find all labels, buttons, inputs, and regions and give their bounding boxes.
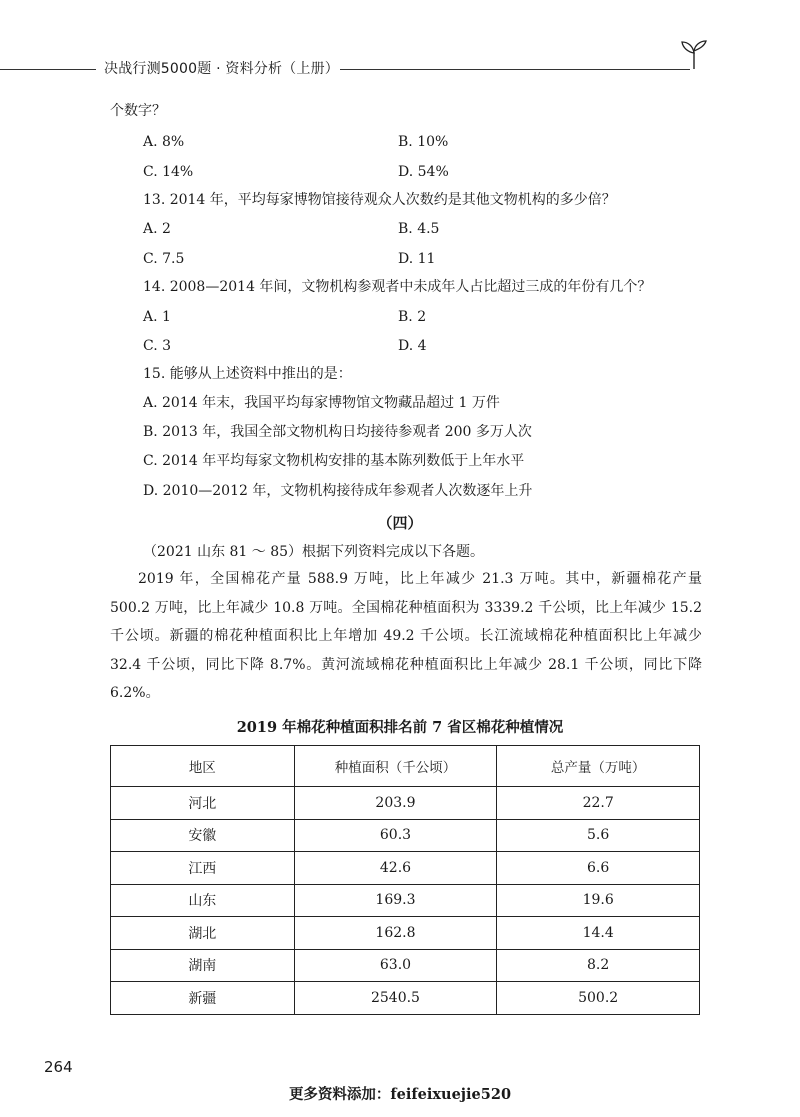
- q15-option-c[interactable]: C. 2014 年平均每家文物机构安排的基本陈列数低于上年水平: [143, 453, 525, 469]
- cotton-table: [110, 745, 700, 1015]
- cell-region: 山东: [111, 884, 295, 917]
- table-row: [111, 949, 700, 982]
- table-row: [111, 852, 700, 885]
- cell-output: 6.6: [497, 852, 700, 885]
- header-region: 地区: [111, 746, 295, 787]
- q14-option-b[interactable]: B. 2: [398, 309, 427, 325]
- cell-region: 江西: [111, 852, 295, 885]
- header-rule-left: [0, 69, 96, 70]
- q13-option-c[interactable]: C. 7.5: [143, 251, 185, 267]
- header-rule-right: [340, 69, 690, 70]
- cell-output: 14.4: [497, 917, 700, 950]
- header-output: 总产量（万吨）: [497, 746, 700, 787]
- cell-area: 60.3: [294, 819, 497, 852]
- page-number: 264: [44, 1058, 73, 1076]
- cell-region: 湖南: [111, 949, 295, 982]
- cell-area: 169.3: [294, 884, 497, 917]
- q12-stem-tail: 个数字？: [110, 103, 166, 119]
- q13-stem: 13. 2014 年，平均每家博物馆接待观众人次数约是其他文物机构的多少倍？: [143, 192, 616, 208]
- material-paragraph-text: 2019 年，全国棉花产量 588.9 万吨，比上年减少 21.3 万吨。其中，新疆棉花产量 500.2 万吨，比上年减少 10.8 万吨。全国棉花种植面积为 3339.2 千公顷，比上年减少 15.2 千公顷。新疆的棉花种植面积比上年增加 49.2 千公顷。长江流域棉花种植面积比上年减少 32.4 千公顷，同比下降 8.7%。黄河流域棉花种植面积比上年减少 28.1 千公顷，同比下降 6.2%。: [110, 571, 702, 701]
- cell-output: 5.6: [497, 819, 700, 852]
- book-title: 决战行测5000题 · 资料分析（上册）: [104, 61, 339, 77]
- q14-stem: 14. 2008—2014 年间，文物机构参观者中未成年人占比超过三成的年份有几个？: [143, 279, 652, 295]
- table-row: [111, 884, 700, 917]
- cell-region: 湖北: [111, 917, 295, 950]
- q12-option-c[interactable]: C. 14%: [143, 164, 194, 180]
- table-header-row: [111, 746, 700, 787]
- q12-option-b[interactable]: B. 10%: [398, 134, 449, 150]
- cell-region: 安徽: [111, 819, 295, 852]
- section-source: （2021 山东 81 ～ 85）根据下列资料完成以下各题。: [143, 544, 485, 560]
- q12-option-a[interactable]: A. 8%: [143, 134, 185, 150]
- q12-option-d[interactable]: D. 54%: [398, 164, 449, 180]
- cell-area: 63.0: [294, 949, 497, 982]
- section-heading: （四）: [377, 514, 423, 532]
- q14-option-d[interactable]: D. 4: [398, 338, 427, 354]
- q15-option-b[interactable]: B. 2013 年，我国全部文物机构日均接待参观者 200 多万人次: [143, 424, 532, 440]
- q15-option-a[interactable]: A. 2014 年末，我国平均每家博物馆文物藏品超过 1 万件: [143, 395, 500, 411]
- q15-stem: 15. 能够从上述资料中推出的是：: [143, 366, 352, 382]
- q14-option-c[interactable]: C. 3: [143, 338, 172, 354]
- cell-region: 新疆: [111, 982, 295, 1015]
- cell-area: 203.9: [294, 787, 497, 820]
- table-row: [111, 982, 700, 1015]
- q14-option-a[interactable]: A. 1: [143, 309, 171, 325]
- table-row: [111, 917, 700, 950]
- table-title: 2019 年棉花种植面积排名前 7 省区棉花种植情况: [236, 719, 564, 736]
- material-paragraph: [110, 565, 702, 708]
- sprout-icon: [680, 38, 708, 70]
- table-row: [111, 787, 700, 820]
- cell-output: 19.6: [497, 884, 700, 917]
- q13-option-a[interactable]: A. 2: [143, 221, 171, 237]
- q13-option-d[interactable]: D. 11: [398, 251, 436, 267]
- cell-area: 162.8: [294, 917, 497, 950]
- cell-output: 8.2: [497, 949, 700, 982]
- cell-output: 22.7: [497, 787, 700, 820]
- cell-area: 2540.5: [294, 982, 497, 1015]
- q13-option-b[interactable]: B. 4.5: [398, 221, 440, 237]
- cell-region: 河北: [111, 787, 295, 820]
- footer-note: 更多资料添加：feifeixuejie520: [288, 1086, 512, 1103]
- q15-option-d[interactable]: D. 2010—2012 年，文物机构接待成年参观者人次数逐年上升: [143, 483, 533, 499]
- header-area: 种植面积（千公顷）: [294, 746, 497, 787]
- table-row: [111, 819, 700, 852]
- cell-area: 42.6: [294, 852, 497, 885]
- cell-output: 500.2: [497, 982, 700, 1015]
